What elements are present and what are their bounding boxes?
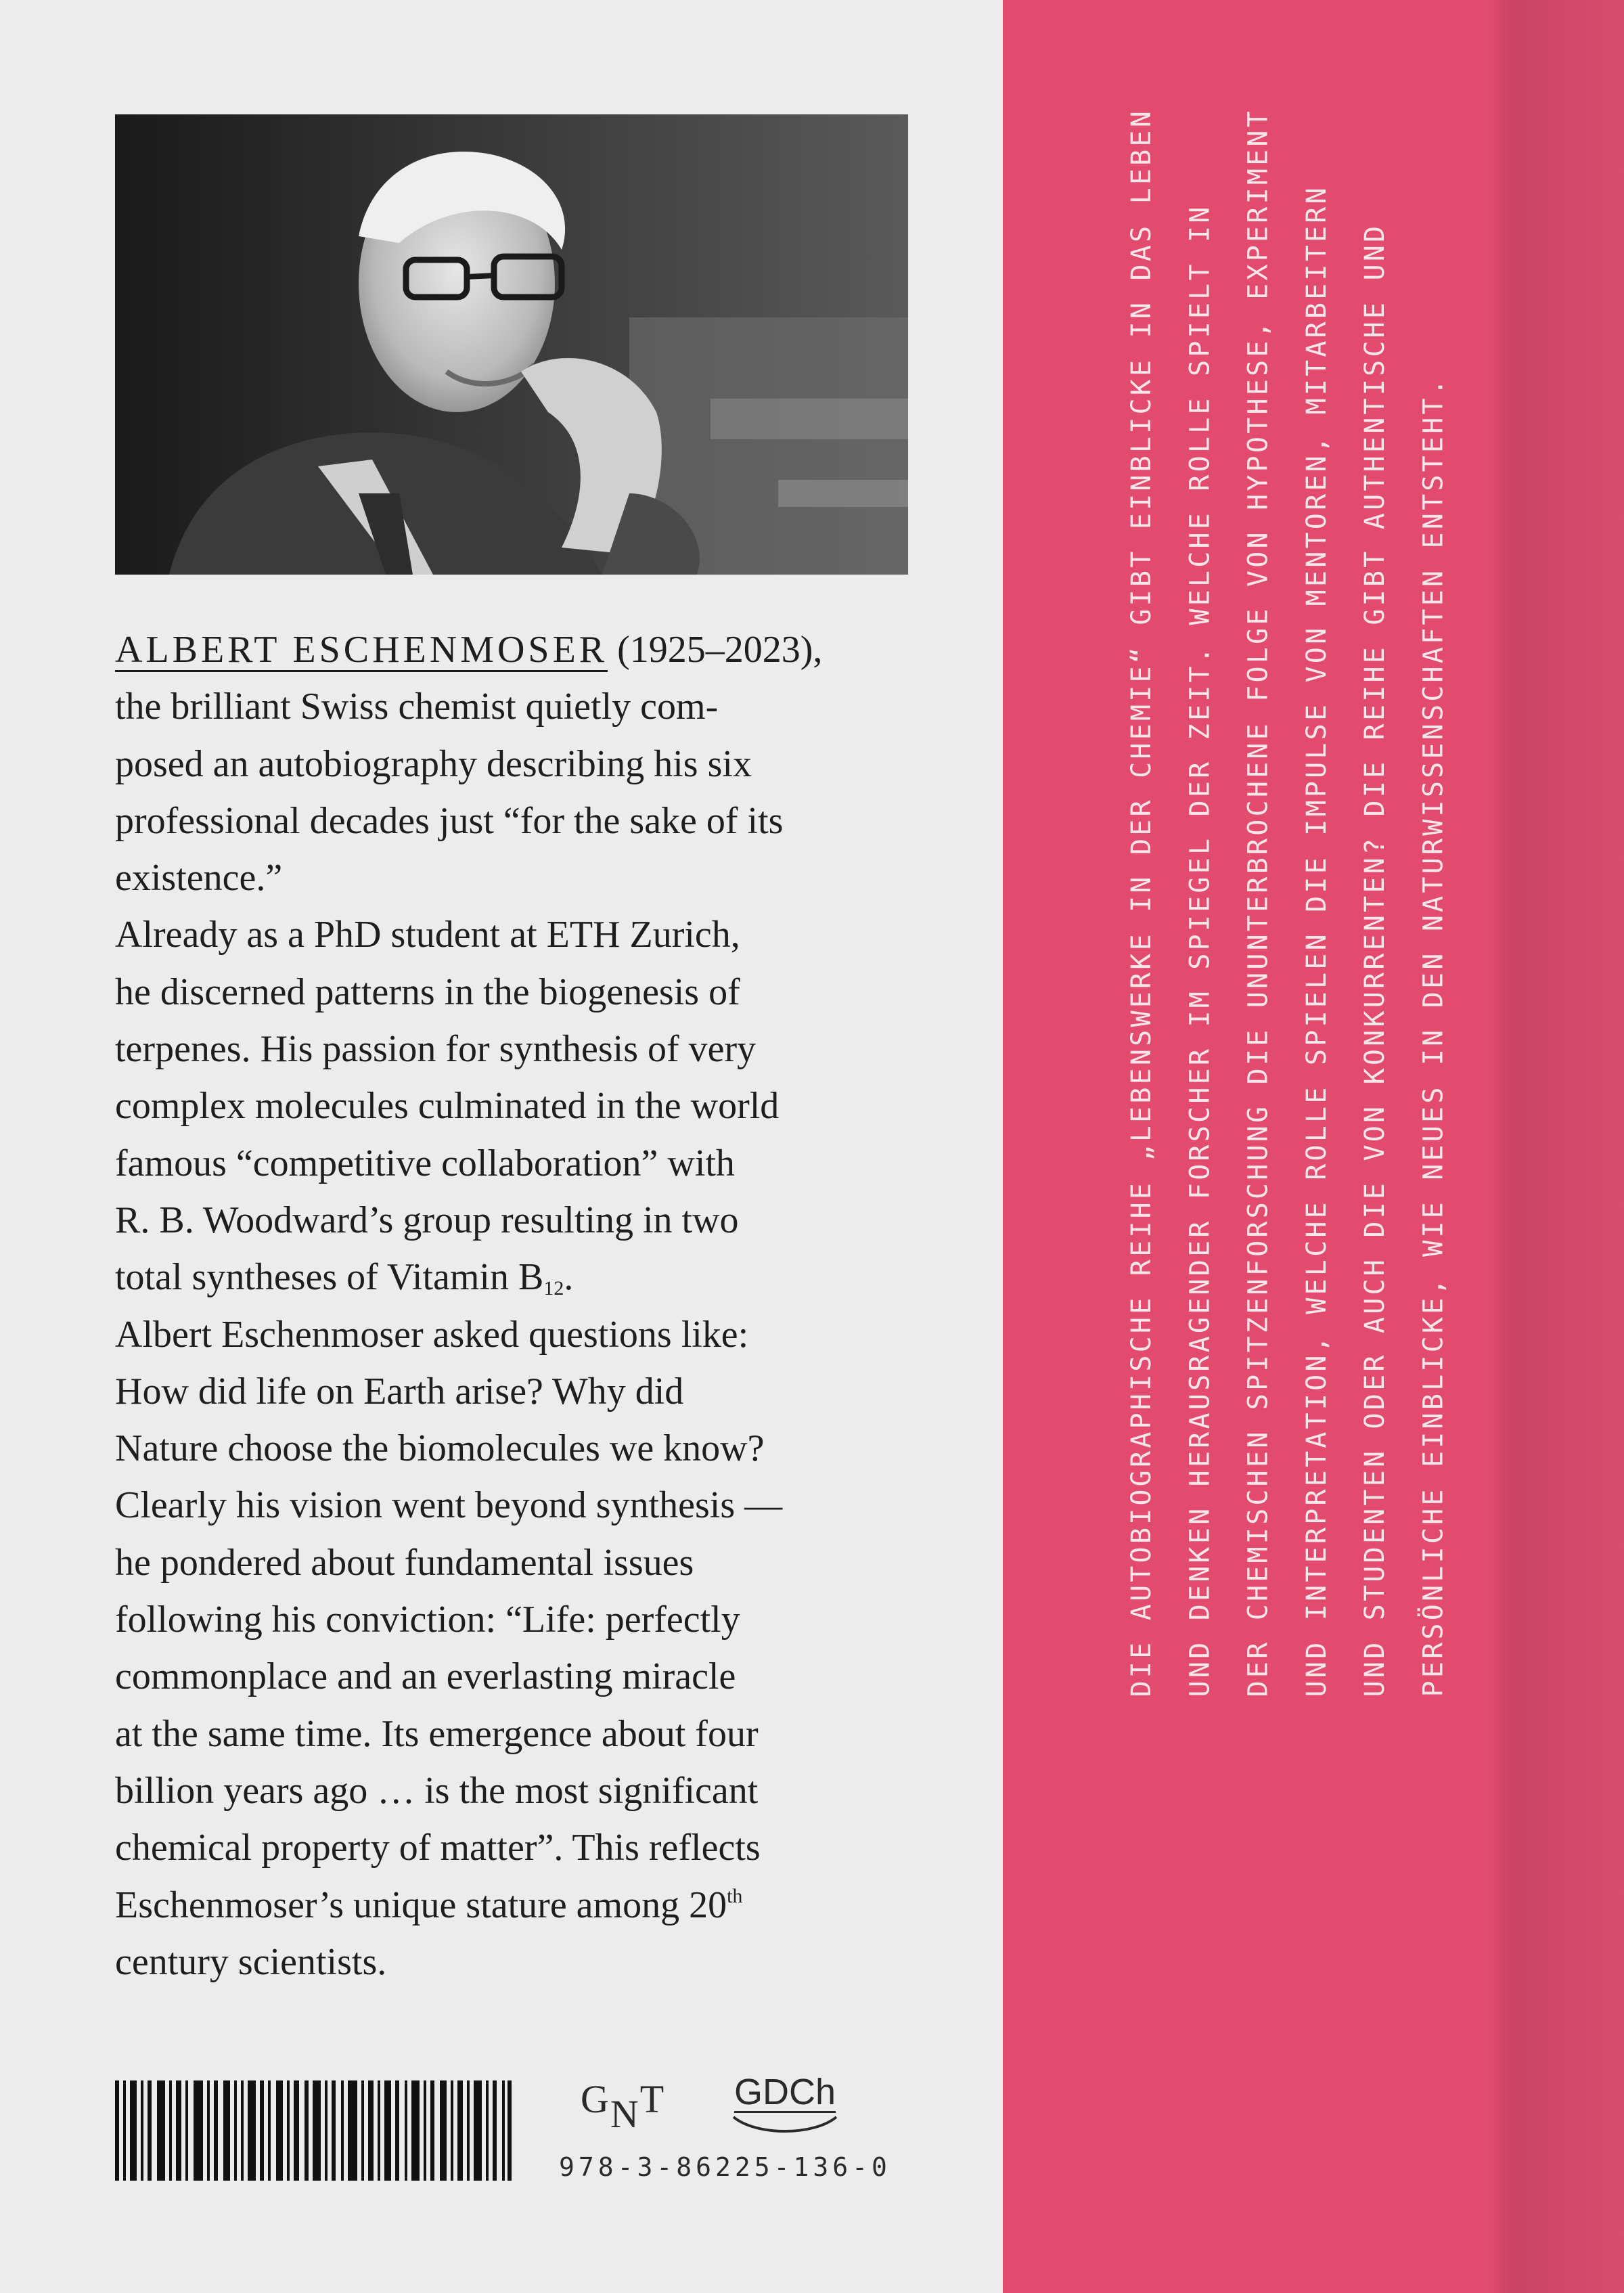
series-line: UND INTERPRETATION, WELCHE ROLLE SPIELEN DIE IMPULSE VON MENTOREN, MITARBEITERN — [1301, 185, 1332, 1697]
barcode — [115, 2080, 512, 2181]
isbn-number: 978-3-86225-136-0 — [559, 2152, 891, 2182]
series-line: UND STUDENTEN ODER AUCH DIE VON KONKURRENTEN? DIE REIHE GIBT AUTHENTISCHE UND — [1359, 223, 1391, 1697]
blurb-line: posed an autobiography describing his six — [115, 742, 752, 785]
blurb-line: ALBERT ESCHENMOSER (1925–2023), — [115, 629, 823, 671]
series-description — [1112, 108, 1463, 1697]
blurb-line: Albert Eschenmoser asked questions like: — [115, 1313, 749, 1356]
gdch-logo: GDCh — [734, 2072, 836, 2112]
blurb-line: commonplace and an everlasting miracle — [115, 1655, 736, 1698]
blurb-line: professional decades just “for the sake of its — [115, 799, 784, 842]
series-line: DIE AUTOBIOGRAPHISCHE REIHE „LEBENSWERKE IN DER CHEMIE“ GIBT EINBLICKE IN DAS LEBEN — [1126, 108, 1157, 1697]
blurb-line: famous “competitive collaboration” with — [115, 1142, 735, 1184]
author-blurb — [115, 621, 941, 1990]
series-line: PERSÖNLICHE EINBLICKE, WIE NEUES IN DEN NATURWISSENSCHAFTEN ENTSTEHT. — [1418, 376, 1449, 1697]
blurb-line: billion years ago … is the most significant — [115, 1769, 759, 1812]
gnt-logo: GNT — [581, 2077, 666, 2136]
blurb-line: total syntheses of Vitamin $B_{12}$. — [115, 1256, 574, 1300]
series-line: DER CHEMISCHEN SPITZENFORSCHUNG DIE UNUNTERBROCHENE FOLGE VON HYPOTHESE, EXPERIMENT — [1242, 108, 1274, 1697]
gdch-logo-arc — [729, 2113, 840, 2137]
blurb-line: terpenes. His passion for synthesis of very — [115, 1028, 757, 1071]
blurb-line: Already as a PhD student at ETH Zurich, — [115, 914, 740, 956]
blurb-line: at the same time. Its emergence about four — [115, 1712, 759, 1755]
blurb-line: existence.” — [115, 857, 283, 899]
blurb-line: R. B. Woodward’s group resulting in two — [115, 1199, 739, 1241]
series-line: UND DENKEN HERAUSRAGENDER FORSCHER IM SPIEGEL DER ZEIT. WELCHE ROLLE SPIELT IN — [1184, 204, 1216, 1697]
author-name: ALBERT ESCHENMOSER — [115, 629, 608, 671]
blurb-line: chemical property of matter”. This reflects — [115, 1827, 761, 1869]
blurb-line: Clearly his vision went beyond synthesis — — [115, 1484, 783, 1527]
blurb-line: How did life on Earth arise? Why did — [115, 1370, 684, 1412]
blurb-line: Nature choose the biomolecules we know? — [115, 1427, 765, 1470]
blurb-line: century scientists. — [115, 1940, 387, 1983]
blurb-line: he discerned patterns in the biogenesis of — [115, 971, 740, 1013]
blurb-line: Eschenmoser’s unique stature among 20th — [115, 1884, 743, 1926]
blurb-line: complex molecules culminated in the world — [115, 1085, 780, 1128]
blurb-line: following his conviction: “Life: perfectly — [115, 1599, 740, 1641]
blurb-line: the brilliant Swiss chemist quietly com- — [115, 686, 719, 728]
blurb-line: he pondered about fundamental issues — [115, 1541, 694, 1584]
author-photo — [115, 114, 908, 575]
